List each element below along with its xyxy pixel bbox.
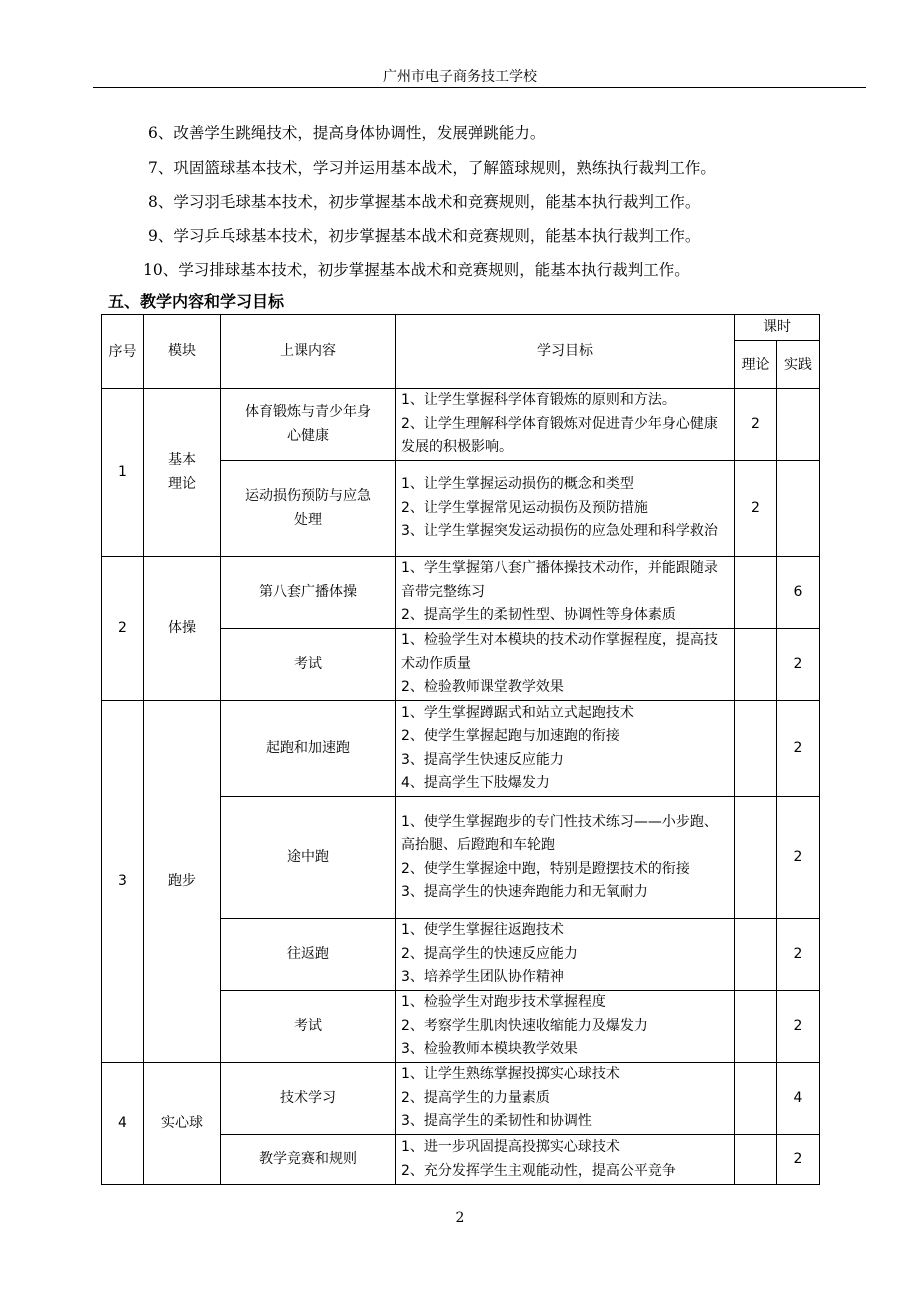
goal-item: 3、让学生掌握突发运动损伤的应急处理和科学救治 xyxy=(401,523,718,540)
goal-item: 1、学生掌握第八套广播体操技术动作，并能跟随录音带完整练习 xyxy=(401,560,718,600)
objective-item: 9、学习乒乓球基本技术，初步掌握基本战术和竞赛规则，能基本执行裁判工作。 xyxy=(148,227,701,245)
row-seq: 2 xyxy=(102,557,144,701)
row-content: 往返跑 xyxy=(221,919,396,991)
row-theory: 2 xyxy=(735,389,777,461)
goal-item: 2、使学生掌握起跑与加速跑的衔接 xyxy=(401,728,620,744)
row-content: 考试 xyxy=(221,991,396,1063)
row-theory xyxy=(735,1063,777,1135)
goal-item: 3、培养学生团队协作精神 xyxy=(401,969,564,986)
goal-item: 1、让学生掌握科学体育锻炼的原则和方法。 xyxy=(401,392,676,409)
goal-item: 2、让学生理解科学体育锻炼对促进青少年身心健康发展的积极影响。 xyxy=(401,415,718,456)
row-content: 途中跑 xyxy=(221,797,396,919)
row-content: 运动损伤预防与应急处理 xyxy=(221,461,396,557)
goal-item: 3、检验教师本模块教学效果 xyxy=(401,1041,578,1058)
goal-item: 2、考察学生肌肉快速收缩能力及爆发力 xyxy=(401,1017,648,1034)
page-number: 2 xyxy=(455,1210,465,1226)
row-practice xyxy=(777,389,820,461)
row-practice: 2 xyxy=(777,701,820,797)
row-goals xyxy=(396,991,735,1063)
row-practice: 2 xyxy=(777,1135,820,1185)
row-content: 起跑和加速跑 xyxy=(221,701,396,797)
row-practice: 6 xyxy=(777,557,820,629)
header-module: 模块 xyxy=(144,315,221,389)
objective-item: 7、巩固篮球基本技术，学习并运用基本战术，了解篮球规则，熟练执行裁判工作。 xyxy=(148,159,716,177)
objective-item: 8、学习羽毛球基本技术，初步掌握基本战术和竞赛规则，能基本执行裁判工作。 xyxy=(148,193,701,211)
goal-item: 1、使学生掌握跑步的专门性技术练习——小步跑、高抬腿、后蹬跑和车轮跑 xyxy=(401,813,718,853)
row-theory xyxy=(735,557,777,629)
row-module: 基本理论 xyxy=(144,389,221,557)
goal-item: 3、提高学生的柔韧性和协调性 xyxy=(401,1113,592,1130)
goal-item: 1、让学生掌握运动损伤的概念和类型 xyxy=(401,476,634,493)
row-content: 第八套广播体操 xyxy=(221,557,396,629)
goal-item: 1、让学生熟练掌握投掷实心球技术 xyxy=(401,1066,620,1083)
goal-item: 2、提高学生的力量素质 xyxy=(401,1089,550,1106)
row-module: 跑步 xyxy=(144,701,221,1063)
goal-item: 1、进一步巩固提高投掷实心球技术 xyxy=(401,1139,620,1155)
goal-item: 2、提高学生的快速反应能力 xyxy=(401,945,578,962)
row-content: 教学竞赛和规则 xyxy=(221,1135,396,1185)
row-theory xyxy=(735,797,777,919)
table-row xyxy=(102,389,820,461)
row-content: 体育锻炼与青少年身心健康 xyxy=(221,389,396,461)
header-practice: 实践 xyxy=(777,341,820,389)
row-practice: 2 xyxy=(777,991,820,1063)
row-goals xyxy=(396,1135,735,1185)
header-content: 上课内容 xyxy=(221,315,396,389)
row-theory xyxy=(735,1135,777,1185)
row-seq: 3 xyxy=(102,701,144,1063)
goal-item: 1、检验学生对本模块的技术动作掌握程度，提高技术动作质量 xyxy=(401,632,718,672)
page-header: 广州市电子商务技工学校 xyxy=(383,69,537,85)
header-divider xyxy=(93,87,866,88)
table-row xyxy=(102,701,820,797)
row-practice: 2 xyxy=(777,629,820,701)
row-practice xyxy=(777,461,820,557)
goal-item: 4、提高学生下肢爆发力 xyxy=(401,775,550,791)
header-theory: 理论 xyxy=(735,341,777,389)
row-goals xyxy=(396,797,735,919)
goal-item: 2、让学生掌握常见运动损伤及预防措施 xyxy=(401,499,648,516)
table-row xyxy=(102,557,820,629)
row-practice: 2 xyxy=(777,797,820,919)
row-goals xyxy=(396,1063,735,1135)
goal-item: 3、提高学生的快速奔跑能力和无氧耐力 xyxy=(401,884,648,900)
objective-item: 6、改善学生跳绳技术，提高身体协调性，发展弹跳能力。 xyxy=(148,124,546,142)
objective-item: 10、学习排球基本技术，初步掌握基本战术和竞赛规则，能基本执行裁判工作。 xyxy=(143,261,690,279)
goal-item: 2、检验教师课堂教学效果 xyxy=(401,679,564,696)
row-theory: 2 xyxy=(735,461,777,557)
row-goals xyxy=(396,557,735,629)
header-seq: 序号 xyxy=(102,315,144,389)
row-goals xyxy=(396,629,735,701)
row-theory xyxy=(735,991,777,1063)
table-row xyxy=(102,1063,820,1135)
row-content: 技术学习 xyxy=(221,1063,396,1135)
section-title: 五、教学内容和学习目标 xyxy=(108,292,285,311)
row-module: 体操 xyxy=(144,557,221,701)
row-theory xyxy=(735,919,777,991)
row-practice: 2 xyxy=(777,919,820,991)
goal-item: 2、提高学生的柔韧性型、协调性等身体素质 xyxy=(401,607,676,624)
goal-item: 1、检验学生对跑步技术掌握程度 xyxy=(401,994,606,1011)
goal-item: 3、提高学生快速反应能力 xyxy=(401,751,564,768)
header-hours: 课时 xyxy=(735,315,820,341)
goal-item: 1、学生掌握蹲踞式和站立式起跑技术 xyxy=(401,704,634,721)
row-goals xyxy=(396,919,735,991)
goal-item: 2、使学生掌握途中跑，特别是蹬摆技术的衔接 xyxy=(401,860,690,877)
row-seq: 4 xyxy=(102,1063,144,1185)
row-seq: 1 xyxy=(102,389,144,557)
goal-item: 1、使学生掌握往返跑技术 xyxy=(401,922,564,939)
row-module: 实心球 xyxy=(144,1063,221,1185)
header-goal: 学习目标 xyxy=(396,315,735,389)
table-header-row xyxy=(102,315,820,341)
goal-item: 2、充分发挥学生主观能动性，提高公平竞争 xyxy=(401,1162,676,1179)
row-theory xyxy=(735,701,777,797)
row-practice: 4 xyxy=(777,1063,820,1135)
row-goals xyxy=(396,389,735,461)
row-content: 考试 xyxy=(221,629,396,701)
row-goals xyxy=(396,701,735,797)
course-table xyxy=(101,314,820,1185)
row-theory xyxy=(735,629,777,701)
row-goals xyxy=(396,461,735,557)
